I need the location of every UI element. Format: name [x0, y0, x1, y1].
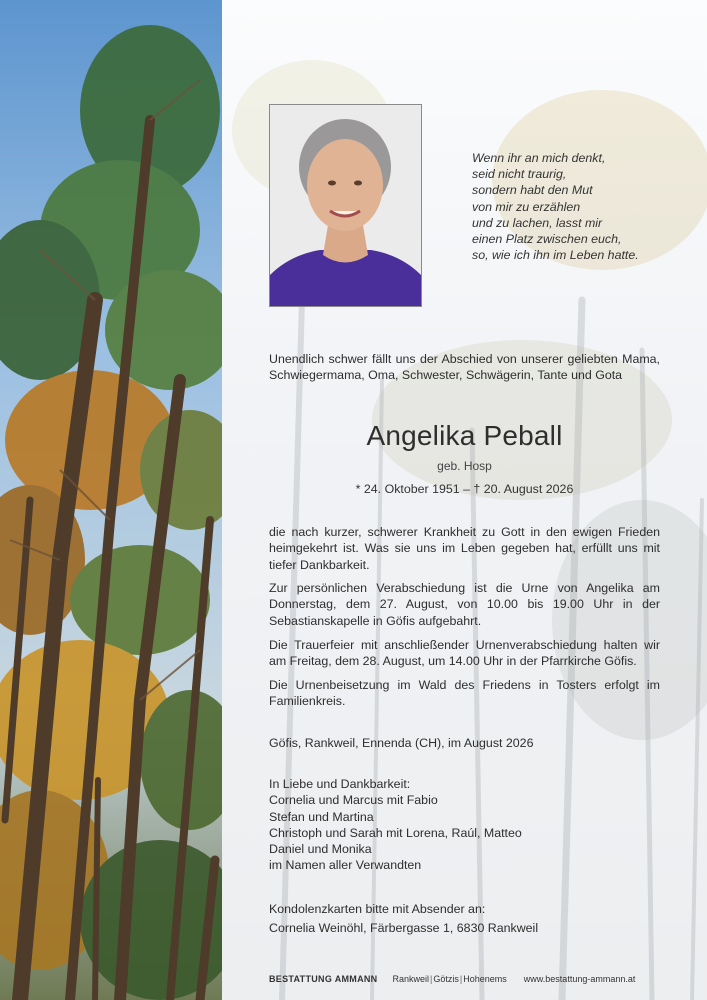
poem-line: seid nicht traurig,	[472, 167, 567, 182]
mourner-line: im Namen aller Verwandten	[269, 858, 422, 873]
paragraph-funeral: Die Trauerfeier mit anschließender Urnenverabschiedung halten wir am Freitag, dem 28. August, um 14.00 Uhr in der Pfarrkirche Göfis.	[269, 638, 660, 669]
footer-website-link[interactable]: www.bestattung-ammann.at	[523, 974, 636, 984]
footer-brand-first: BESTATTUNG	[269, 974, 333, 984]
condolence-address	[269, 901, 660, 937]
mourners-heading: In Liebe und Dankbarkeit:	[269, 777, 411, 791]
footer: BESTATTUNG AMMANN Rankweil|Götzis|Hohenems www.bestattung-ammann.at	[269, 974, 636, 984]
paragraph-viewing: Zur persönlichen Verabschiedung ist die Urne von Angelika am Donnerstag, dem 27. August, von 10.00 bis 19.00 Uhr in der Sebastianskapelle in Göfis aufgebahrt.	[269, 581, 660, 628]
portrait-photo	[269, 104, 422, 307]
deceased-name: Angelika Peball	[366, 420, 563, 451]
mourner-line: Daniel und Monika	[269, 842, 372, 857]
poem-line: Wenn ihr an mich denkt,	[472, 151, 606, 165]
poem-line: so, wie ich ihn im Leben hatte.	[472, 248, 639, 263]
paragraph-burial: Die Urnenbeisetzung im Wald des Friedens in Tosters erfolgt im Familienkreis.	[269, 678, 660, 709]
poem-line: einen Platz zwischen euch,	[472, 232, 622, 247]
intro-text: Unendlich schwer fällt uns der Abschied von unserer geliebten Mama, Schwiegermama, Oma, Schwester, Schwägerin, Tante und Gota	[269, 352, 660, 383]
footer-location: Rankweil	[392, 974, 430, 984]
mourner-line: Stefan und Martina	[269, 809, 374, 824]
mourners-list	[269, 776, 660, 874]
forest-photo	[0, 0, 222, 1000]
poem-line: von mir zu erzählen	[472, 199, 581, 214]
mourner-line: Christoph und Sarah mit Lorena, Raúl, Matteo	[269, 825, 522, 840]
life-dates: * 24. Oktober 1951 – † 20. August 2026	[355, 482, 574, 496]
place-date: Göfis, Rankweil, Ennenda (CH), im August 2026	[269, 736, 534, 750]
poem-line: und zu lachen, lasst mir	[472, 215, 603, 230]
footer-brand-second: AMMANN	[334, 974, 378, 984]
condolence-line: Cornelia Weinöhl, Färbergasse 1, 6830 Rankweil	[269, 921, 539, 936]
footer-location: Hohenems	[463, 974, 507, 984]
poem	[472, 150, 692, 263]
poem-line: sondern habt den Mut	[472, 183, 593, 198]
birth-name: geb. Hosp	[437, 459, 492, 473]
mourner-line: Cornelia und Marcus mit Fabio	[269, 793, 438, 808]
condolence-line: Kondolenzkarten bitte mit Absender an:	[269, 902, 486, 916]
footer-location: Götzis	[433, 974, 459, 984]
paragraph-passing: die nach kurzer, schwerer Krankheit zu Gott in den ewigen Frieden heimgekehrt ist. Was sie uns im Leben gegeben hat, erfüllt uns mit tiefer Dankbarkeit.	[269, 525, 660, 572]
